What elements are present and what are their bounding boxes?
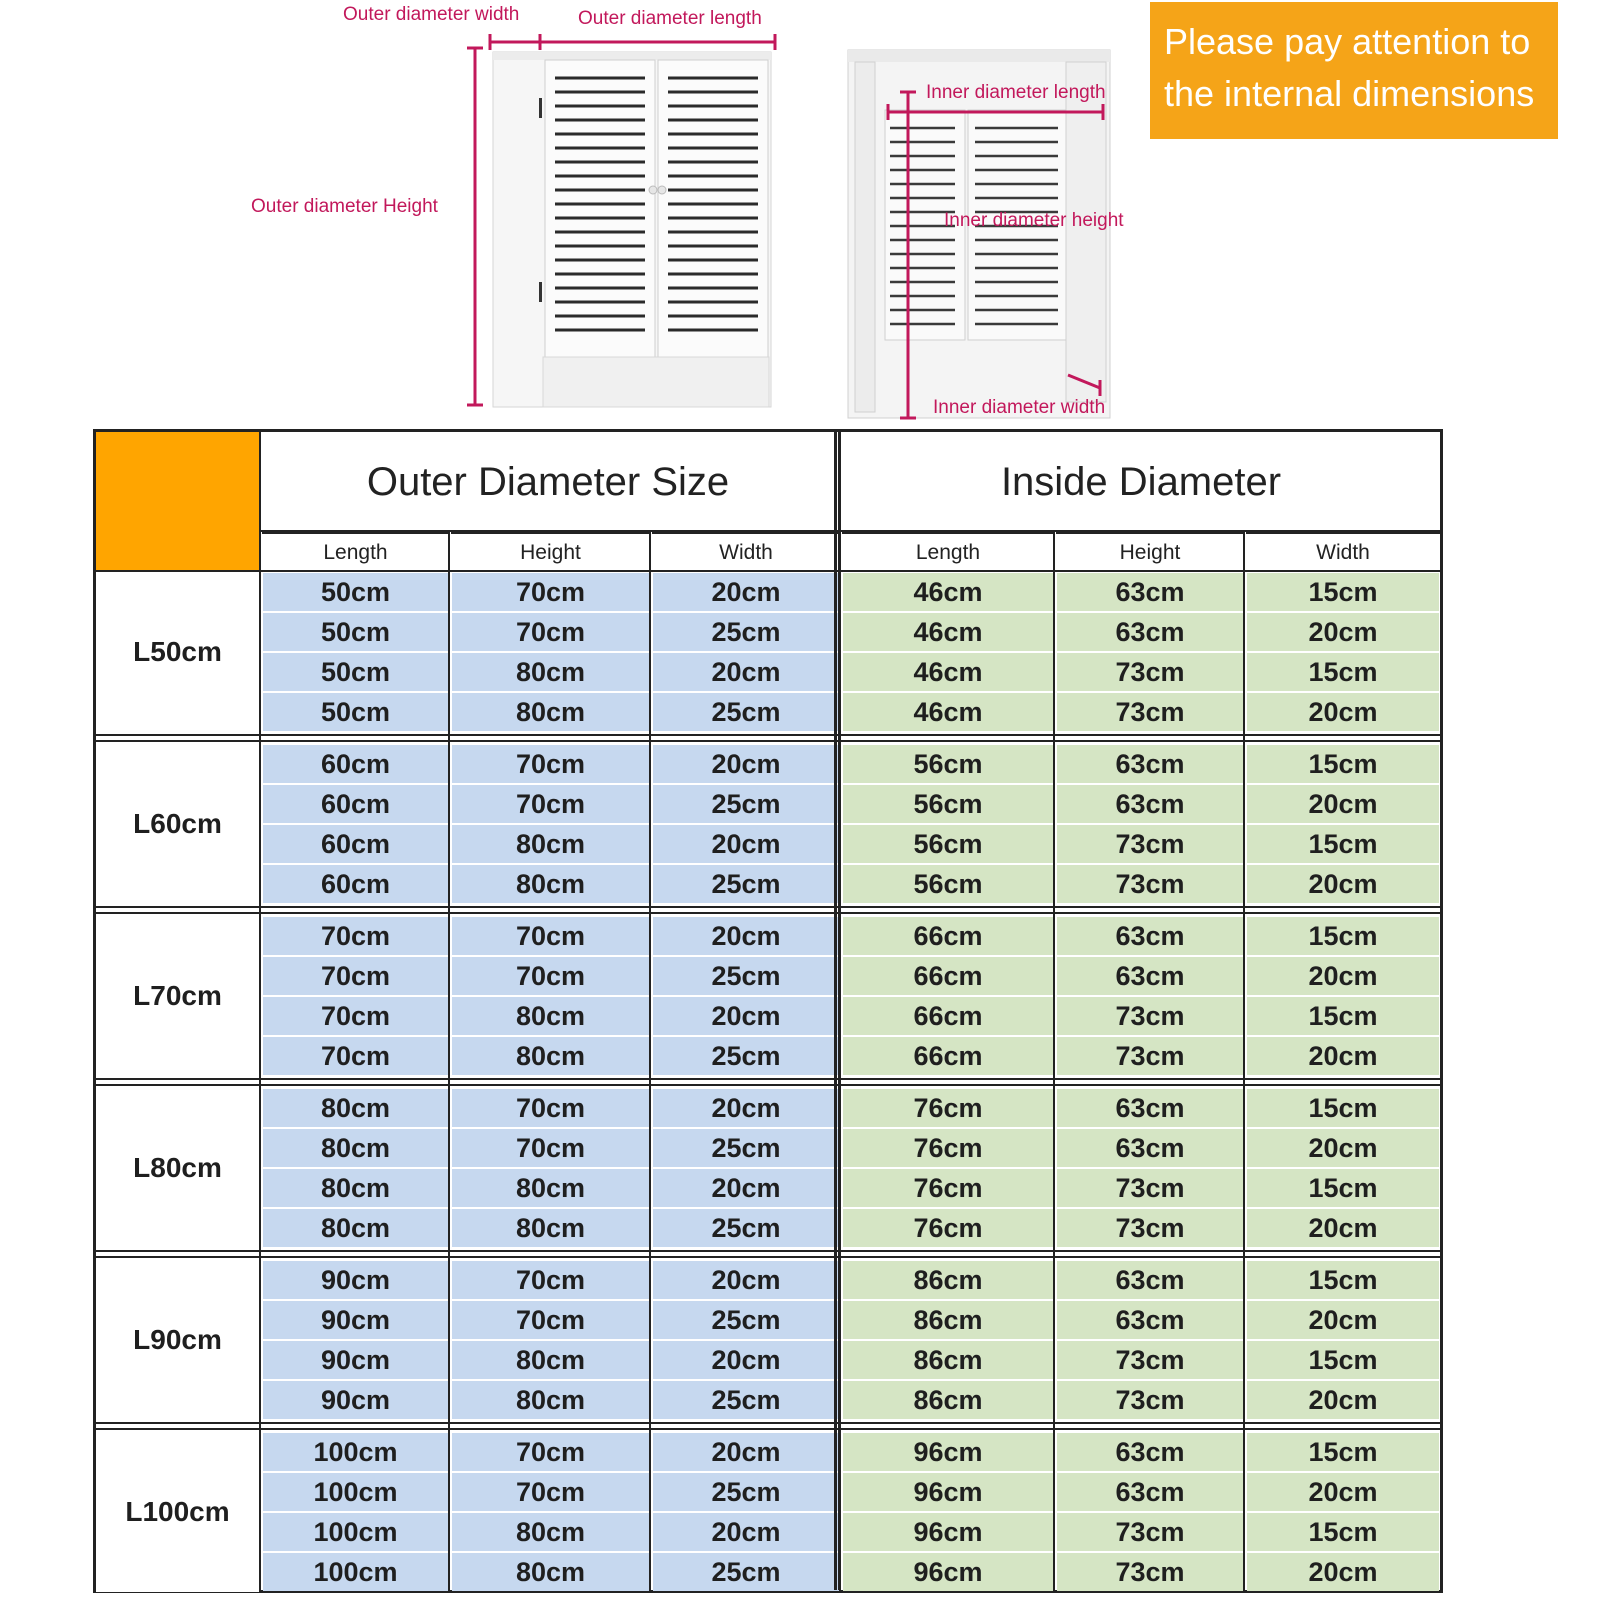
inner-length-value: 96cm [843, 1553, 1053, 1591]
outer-height-value: 70cm [452, 785, 649, 823]
outer-length-value: 90cm [263, 1301, 448, 1339]
outer-length-label: Outer diameter length [578, 8, 762, 29]
outer-length-value: 100cm [263, 1473, 448, 1511]
inner-width-value: 15cm [1247, 1089, 1439, 1127]
outer-length-value: 60cm [263, 785, 448, 823]
inner-width-label: Inner diameter width [933, 397, 1106, 418]
outer-length-value: 60cm [263, 825, 448, 863]
inner-width-value: 15cm [1247, 653, 1439, 691]
inner-width-value: 15cm [1247, 1169, 1439, 1207]
inner-height-value: 73cm [1057, 1341, 1243, 1379]
outer-height-value: 80cm [452, 1513, 649, 1551]
outer-width-value: 25cm [653, 1381, 839, 1419]
inside-diameter-header: Inside Diameter [842, 432, 1440, 532]
outer-length-value: 50cm [263, 653, 448, 691]
inner-width-value: 15cm [1247, 573, 1439, 611]
column-divider [1053, 532, 1055, 1590]
outer-height-value: 70cm [452, 957, 649, 995]
inner-length-value: 56cm [843, 785, 1053, 823]
inner-height-value: 73cm [1057, 1169, 1243, 1207]
outer-height-value: 80cm [452, 653, 649, 691]
inner-height-value: 63cm [1057, 1129, 1243, 1167]
inner-height-value: 73cm [1057, 1037, 1243, 1075]
outer-width-value: 25cm [653, 865, 839, 903]
inner-width-value: 15cm [1247, 1341, 1439, 1379]
inner-height-value: 73cm [1057, 653, 1243, 691]
outer-width-label: Outer diameter width [343, 4, 520, 25]
outer-height-value: 70cm [452, 1301, 649, 1339]
column-divider [448, 532, 450, 1590]
outer-width-value: 20cm [653, 1513, 839, 1551]
outer-width-value: 25cm [653, 613, 839, 651]
outer-height-value: 80cm [452, 997, 649, 1035]
group-separator [96, 1078, 1440, 1086]
inner-length-value: 86cm [843, 1381, 1053, 1419]
outer-length-value: 90cm [263, 1381, 448, 1419]
inner-length-value: 76cm [843, 1089, 1053, 1127]
outer-length-value: 70cm [263, 997, 448, 1035]
outer-height-value: 80cm [452, 1169, 649, 1207]
outer-width-value: 25cm [653, 957, 839, 995]
outer-height-value: 70cm [452, 745, 649, 783]
outer-height-value: 80cm [452, 1553, 649, 1591]
inner-width-header: Width [1246, 532, 1440, 572]
inner-length-value: 86cm [843, 1261, 1053, 1299]
outer-width-header: Width [652, 532, 840, 572]
group-separator [96, 1422, 1440, 1430]
outer-length-value: 60cm [263, 745, 448, 783]
inner-height-value: 63cm [1057, 613, 1243, 651]
inner-width-value: 15cm [1247, 1261, 1439, 1299]
outer-length-value: 90cm [263, 1261, 448, 1299]
inner-width-value: 20cm [1247, 693, 1439, 731]
outer-height-value: 70cm [452, 917, 649, 955]
size-group-label: L60cm [96, 744, 259, 904]
group-separator [96, 734, 1440, 742]
outer-width-value: 20cm [653, 917, 839, 955]
inner-height-value: 73cm [1057, 997, 1243, 1035]
outer-height-value: 70cm [452, 1473, 649, 1511]
inner-width-value: 20cm [1247, 1473, 1439, 1511]
inner-height-value: 73cm [1057, 1381, 1243, 1419]
inner-length-value: 46cm [843, 573, 1053, 611]
outer-width-value: 20cm [653, 1433, 839, 1471]
inner-height-value: 63cm [1057, 573, 1243, 611]
outer-width-value: 20cm [653, 1341, 839, 1379]
outer-width-value: 25cm [653, 1553, 839, 1591]
inner-width-value: 20cm [1247, 1381, 1439, 1419]
inner-length-value: 86cm [843, 1301, 1053, 1339]
inner-length-value: 66cm [843, 957, 1053, 995]
outer-height-value: 70cm [452, 1261, 649, 1299]
inner-width-value: 20cm [1247, 613, 1439, 651]
internal-dimensions-notice [1150, 2, 1558, 139]
inner-height-value: 73cm [1057, 825, 1243, 863]
inner-length-value: 86cm [843, 1341, 1053, 1379]
outer-length-value: 70cm [263, 1037, 448, 1075]
outer-length-value: 100cm [263, 1513, 448, 1551]
column-divider [259, 432, 261, 1590]
inner-length-value: 46cm [843, 693, 1053, 731]
outer-height-value: 70cm [452, 573, 649, 611]
inner-length-value: 66cm [843, 917, 1053, 955]
inner-height-value: 73cm [1057, 1513, 1243, 1551]
inner-height-value: 73cm [1057, 1553, 1243, 1591]
group-separator [96, 1250, 1440, 1258]
outer-length-value: 100cm [263, 1433, 448, 1471]
outer-width-value: 20cm [653, 825, 839, 863]
inner-width-value: 15cm [1247, 917, 1439, 955]
column-divider [838, 432, 841, 1590]
inner-height-value: 63cm [1057, 1301, 1243, 1339]
outer-length-value: 50cm [263, 693, 448, 731]
inner-height-value: 63cm [1057, 745, 1243, 783]
size-group-label: L80cm [96, 1088, 259, 1248]
outer-height-value: 70cm [452, 613, 649, 651]
size-group-label: L90cm [96, 1260, 259, 1420]
inner-width-value: 20cm [1247, 1209, 1439, 1247]
outer-length-value: 50cm [263, 613, 448, 651]
inner-height-value: 63cm [1057, 1089, 1243, 1127]
inner-height-value: 63cm [1057, 1473, 1243, 1511]
inner-length-value: 76cm [843, 1169, 1053, 1207]
outer-width-value: 25cm [653, 1209, 839, 1247]
outer-height-value: 80cm [452, 865, 649, 903]
outer-width-value: 25cm [653, 1129, 839, 1167]
outer-height-value: 70cm [452, 1433, 649, 1471]
outer-length-value: 80cm [263, 1089, 448, 1127]
inner-width-value: 20cm [1247, 785, 1439, 823]
inner-width-value: 20cm [1247, 957, 1439, 995]
outer-width-value: 20cm [653, 1089, 839, 1127]
outer-length-value: 50cm [263, 573, 448, 611]
outer-length-value: 80cm [263, 1209, 448, 1247]
inner-width-value: 15cm [1247, 825, 1439, 863]
inner-height-value: 73cm [1057, 865, 1243, 903]
outer-length-value: 100cm [263, 1553, 448, 1591]
outer-width-value: 20cm [653, 1261, 839, 1299]
outer-length-value: 80cm [263, 1169, 448, 1207]
product-illustration [0, 0, 1600, 425]
outer-height-value: 70cm [452, 1129, 649, 1167]
outer-size-header: Outer Diameter Size [262, 432, 834, 532]
inner-width-value: 15cm [1247, 1513, 1439, 1551]
outer-height-value: 80cm [452, 1209, 649, 1247]
outer-width-value: 25cm [653, 1473, 839, 1511]
outer-width-value: 25cm [653, 785, 839, 823]
inner-height-value: 63cm [1057, 957, 1243, 995]
inner-length-value: 96cm [843, 1513, 1053, 1551]
size-group-label: L70cm [96, 916, 259, 1076]
size-group-label: L50cm [96, 572, 259, 732]
outer-length-value: 70cm [263, 917, 448, 955]
inner-length-value: 76cm [843, 1209, 1053, 1247]
outer-height-value: 80cm [452, 1037, 649, 1075]
outer-width-value: 20cm [653, 745, 839, 783]
outer-width-value: 25cm [653, 1301, 839, 1339]
group-separator [96, 906, 1440, 914]
inner-length-value: 56cm [843, 825, 1053, 863]
inner-height-value: 63cm [1057, 1433, 1243, 1471]
corner-swatch [96, 432, 259, 572]
outer-height-value: 80cm [452, 693, 649, 731]
inner-width-value: 20cm [1247, 1129, 1439, 1167]
inner-length-value: 56cm [843, 865, 1053, 903]
inner-height-value: 73cm [1057, 693, 1243, 731]
inner-length-value: 46cm [843, 653, 1053, 691]
inner-width-value: 20cm [1247, 1553, 1439, 1591]
inner-length-label: Inner diameter length [926, 82, 1106, 103]
inner-height-value: 73cm [1057, 1209, 1243, 1247]
outer-width-value: 20cm [653, 997, 839, 1035]
inner-width-value: 15cm [1247, 745, 1439, 783]
size-group-label: L100cm [96, 1432, 259, 1592]
notice-line-1: Please pay attention to [1164, 21, 1531, 62]
outer-width-value: 20cm [653, 653, 839, 691]
inner-height-header: Height [1056, 532, 1244, 572]
outer-length-value: 90cm [263, 1341, 448, 1379]
inner-length-header: Length [842, 532, 1054, 572]
inner-width-value: 20cm [1247, 865, 1439, 903]
inner-length-value: 96cm [843, 1473, 1053, 1511]
inner-height-value: 63cm [1057, 1261, 1243, 1299]
inner-width-value: 20cm [1247, 1301, 1439, 1339]
outer-cabinet-image [493, 52, 771, 407]
outer-height-label: Outer diameter Height [251, 196, 438, 217]
outer-length-header: Length [262, 532, 449, 572]
inner-length-value: 96cm [843, 1433, 1053, 1471]
inner-length-value: 66cm [843, 997, 1053, 1035]
outer-height-header: Height [451, 532, 650, 572]
inner-length-value: 56cm [843, 745, 1053, 783]
outer-width-value: 20cm [653, 573, 839, 611]
outer-width-value: 25cm [653, 1037, 839, 1075]
outer-width-value: 25cm [653, 693, 839, 731]
inner-length-value: 76cm [843, 1129, 1053, 1167]
outer-height-value: 70cm [452, 1089, 649, 1127]
inner-height-value: 63cm [1057, 917, 1243, 955]
inner-width-value: 20cm [1247, 1037, 1439, 1075]
notice-line-2: the internal dimensions [1164, 73, 1535, 114]
inner-width-value: 15cm [1247, 1433, 1439, 1471]
inner-height-value: 63cm [1057, 785, 1243, 823]
outer-height-value: 80cm [452, 1381, 649, 1419]
size-table [93, 429, 1443, 1593]
inner-length-value: 46cm [843, 613, 1053, 651]
outer-height-value: 80cm [452, 1341, 649, 1379]
group-header-rule [259, 530, 1440, 532]
outer-length-value: 70cm [263, 957, 448, 995]
column-divider [649, 532, 651, 1590]
outer-length-value: 60cm [263, 865, 448, 903]
outer-height-value: 80cm [452, 825, 649, 863]
column-divider [834, 432, 837, 1590]
outer-length-value: 80cm [263, 1129, 448, 1167]
header-rule [96, 570, 1440, 572]
inner-width-value: 15cm [1247, 997, 1439, 1035]
inner-height-label: Inner diameter height [944, 210, 1124, 231]
inner-length-value: 66cm [843, 1037, 1053, 1075]
column-divider [1243, 532, 1245, 1590]
outer-width-value: 20cm [653, 1169, 839, 1207]
